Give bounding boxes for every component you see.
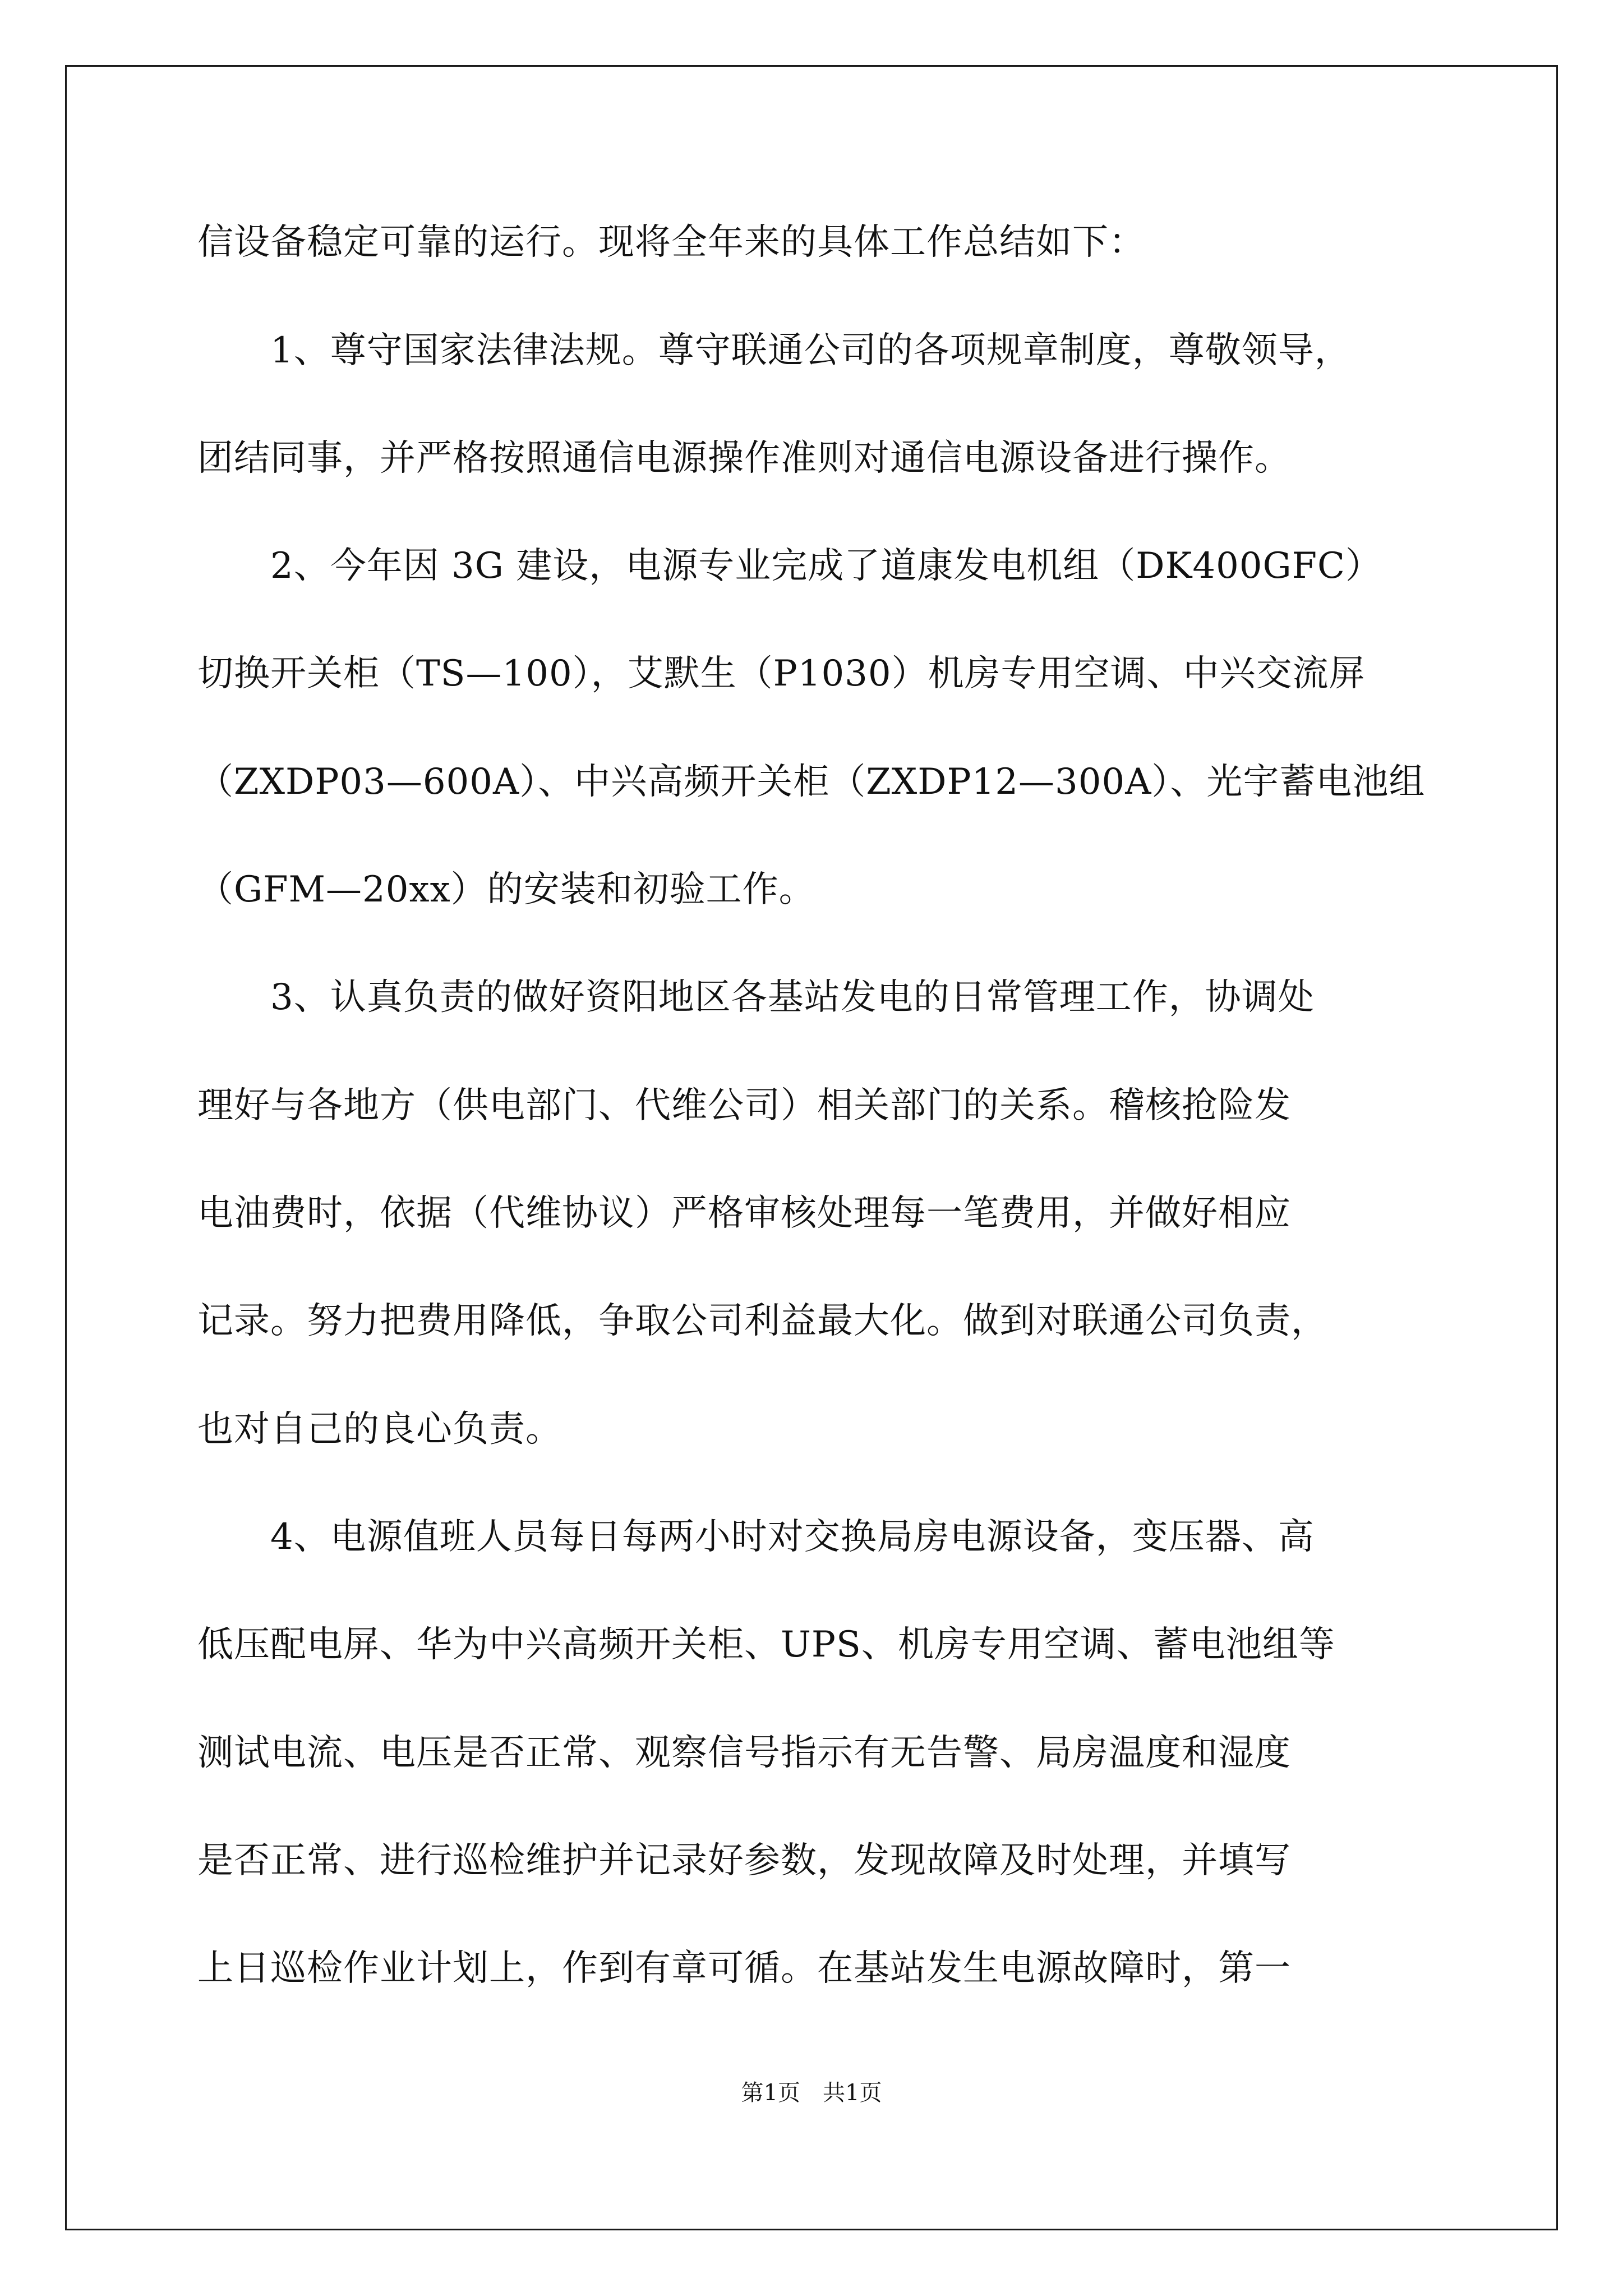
body-text-line: 记录。努力把费用降低，争取公司利益最大化。做到对联通公司负责， [197,1300,1327,1342]
body-text-line: 是否正常、进行巡检维护并记录好参数，发现故障及时处理，并填写 [197,1840,1291,1881]
body-text-line: 团结同事，并严格按照通信电源操作准则对通信电源设备进行操作。 [197,438,1291,479]
body-text-line: 理好与各地方（供电部门、代维公司）相关部门的关系。稽核抢险发 [197,1085,1291,1126]
page-border [65,65,1558,2230]
body-text-line: （GFM—20xx）的安装和初验工作。 [197,869,815,910]
body-text-line: 上日巡检作业计划上，作到有章可循。在基站发生电源故障时，第一 [197,1948,1291,1989]
body-text-line: 3、认真负责的做好资阳地区各基站发电的日常管理工作，协调处 [197,977,1315,1018]
body-text-line: 信设备稳定可靠的运行。现将全年来的具体工作总结如下： [197,222,1145,263]
body-text-line: 低压配电屏、华为中兴高频开关柜、UPS、机房专用空调、蓄电池组等 [197,1624,1335,1665]
body-text-line: 也对自己的良心负责。 [197,1409,562,1450]
body-text-line: 切换开关柜（TS—100），艾默生（P1030）机房专用空调、中兴交流屏 [197,653,1366,694]
body-text-line: 2、今年因 3G 建设，电源专业完成了道康发电机组（DK400GFC） [197,545,1382,587]
body-text-line: 1、尊守国家法律法规。尊守联通公司的各项规章制度，尊敬领导， [197,330,1351,371]
body-text-line: 电油费时，依据（代维协议）严格审核处理每一笔费用，并做好相应 [197,1193,1291,1234]
body-text-line: 测试电流、电压是否正常、观察信号指示有无告警、局房温度和湿度 [197,1732,1291,1774]
body-text-line: 4、电源值班人员每日每两小时对交换局房电源设备，变压器、高 [197,1516,1315,1558]
page-footer: 第1页 共1页 [741,2080,882,2106]
body-text-line: （ZXDP03—600A）、中兴高频开关柜（ZXDP12—300A）、光宇蓄电池组 [197,761,1426,803]
